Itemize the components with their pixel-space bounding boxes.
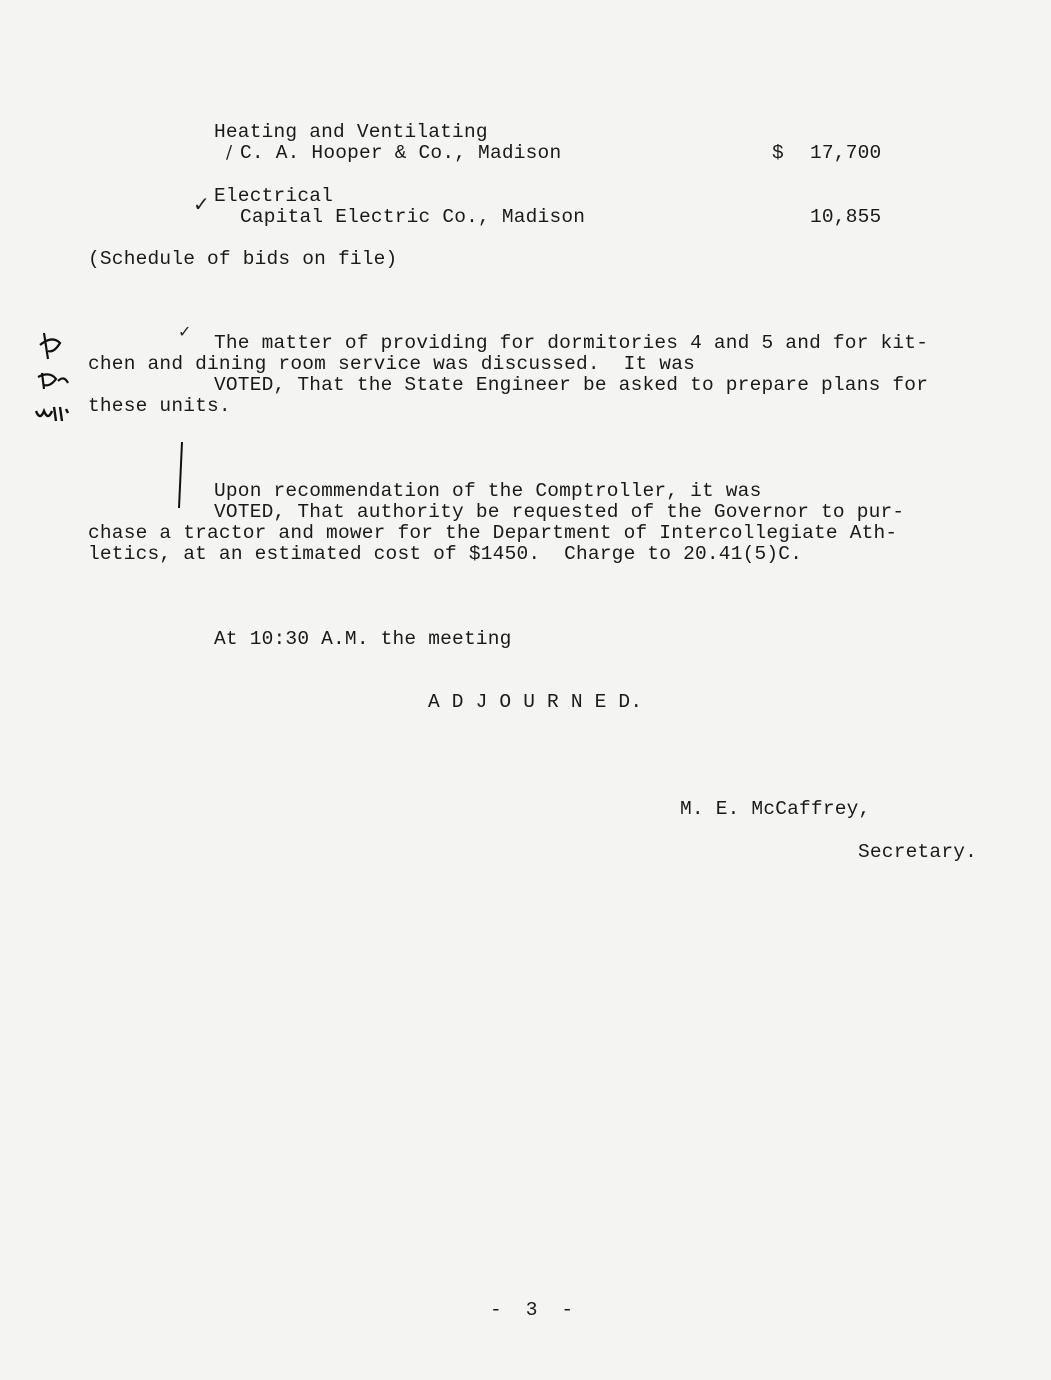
contract-category-heating: Heating and Ventilating: [214, 121, 488, 143]
signature-name: M. E. McCaffrey,: [680, 798, 871, 820]
contractor-capital-electric: Capital Electric Co., Madison: [240, 206, 586, 228]
adjourned-heading: A D J O U R N E D.: [428, 691, 643, 713]
closing-time-line: At 10:30 A.M. the meeting: [214, 628, 512, 650]
contractor-hooper: C. A. Hooper & Co., Madison: [240, 142, 562, 164]
amount-heating: 17,700: [810, 142, 882, 164]
signature-title: Secretary.: [858, 841, 978, 863]
handwritten-margin-note: [30, 325, 80, 430]
tractor-line-1: Upon recommendation of the Comptroller, it was: [214, 480, 762, 502]
dormitories-line-2: chen and dining room service was discussed. It was: [88, 353, 695, 375]
schedule-note: (Schedule of bids on file): [88, 248, 398, 270]
amount-electrical: 10,855: [810, 206, 882, 228]
contract-category-electrical: Electrical: [214, 185, 334, 207]
check-mark-icon: ✓: [193, 192, 210, 216]
check-mark-icon: ✓: [178, 322, 192, 341]
tractor-line-3: chase a tractor and mower for the Department of Intercollegiate Ath-: [88, 522, 898, 544]
check-mark-icon: /: [226, 142, 233, 163]
dormitories-line-4: these units.: [88, 395, 231, 417]
tractor-line-4: letics, at an estimated cost of $1450. Charge to 20.41(5)C.: [88, 543, 803, 565]
currency-symbol: $: [772, 142, 784, 164]
page-number: - 3 -: [490, 1299, 574, 1321]
dormitories-voted-line: VOTED, That the State Engineer be asked to prepare plans for: [214, 374, 929, 396]
tractor-voted-line: VOTED, That authority be requested of the Governor to pur-: [214, 501, 905, 523]
check-mark-icon: [172, 440, 188, 512]
dormitories-line-1: The matter of providing for dormitories 4 and 5 and for kit-: [214, 332, 929, 354]
